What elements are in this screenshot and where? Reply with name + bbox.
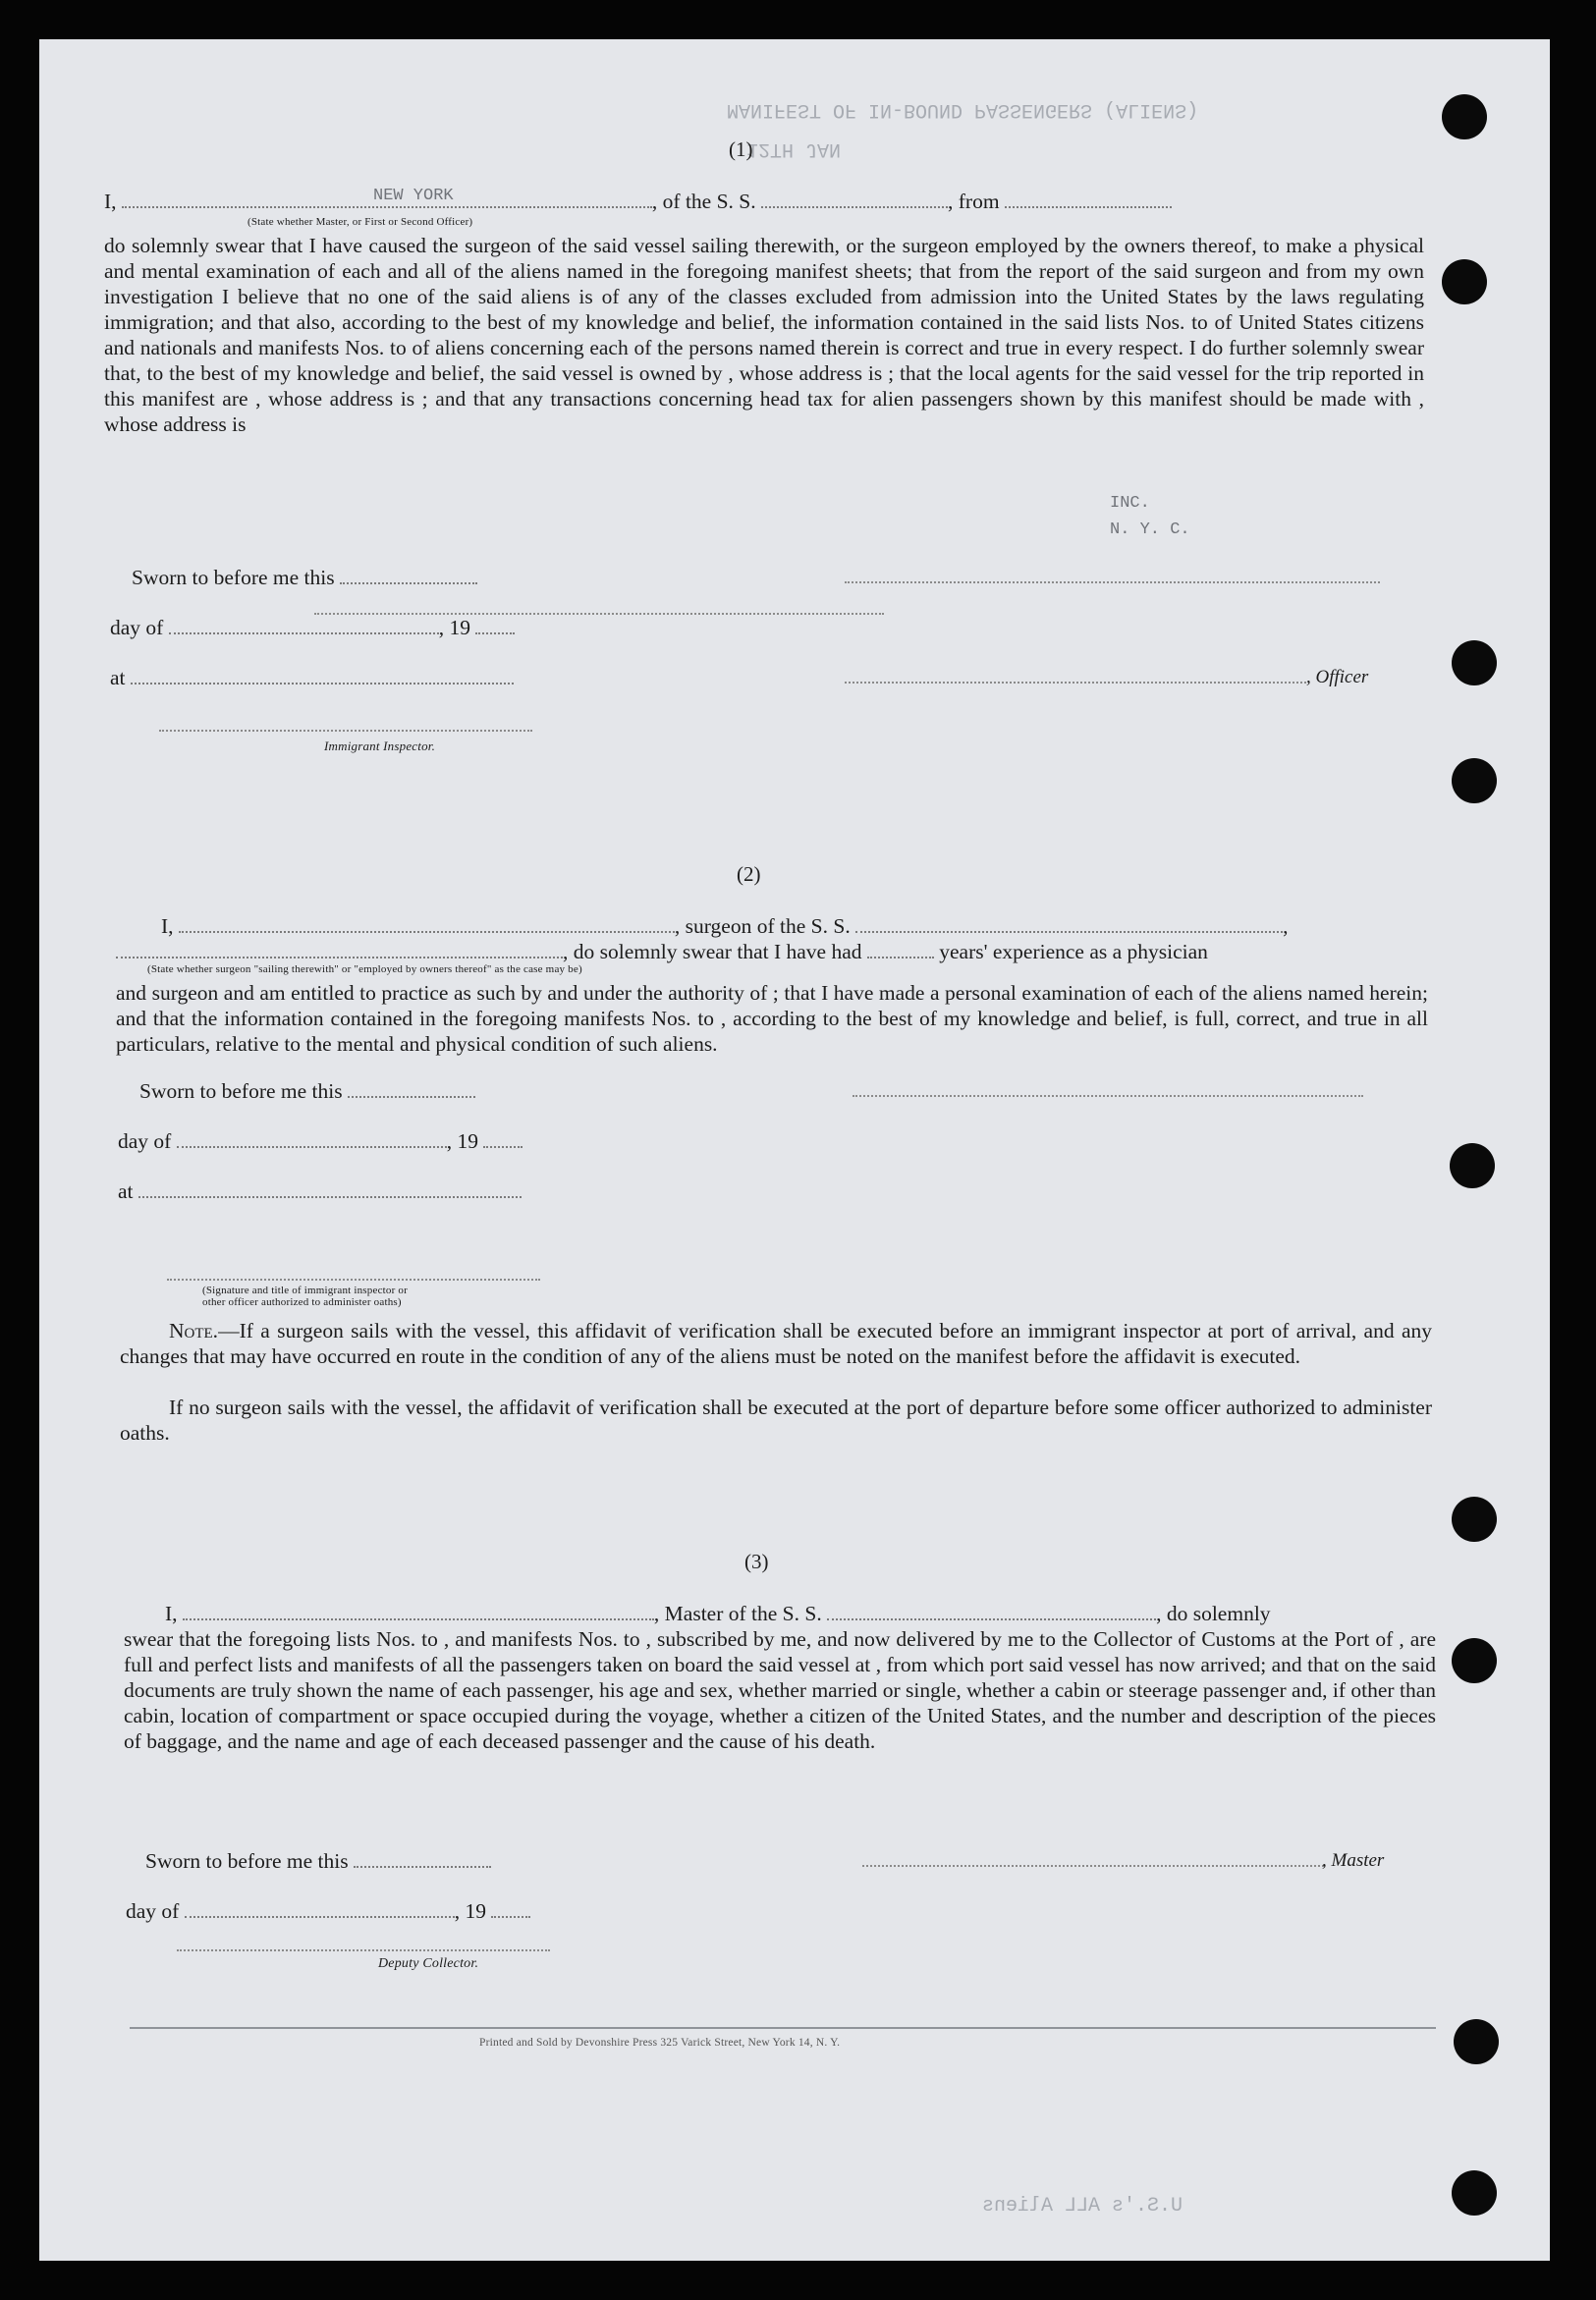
section-2-intro: I, , surgeon of the S. S. , xyxy=(161,914,1289,938)
section-3-year: , 19 xyxy=(454,1899,486,1923)
section-2-at-label: at xyxy=(118,1179,134,1203)
section-2-note-label: Note. xyxy=(169,1319,219,1342)
binder-hole xyxy=(1452,1497,1497,1542)
section-3-caption: Deputy Collector. xyxy=(378,1956,479,1971)
section-1-intro-i: I, xyxy=(104,190,117,213)
bleed-through-header: MANIFEST OF IN-BOUND PASSENGERS (ALIENS) xyxy=(727,98,1199,121)
footer-rule xyxy=(130,2027,1436,2029)
section-3-do-solemnly: , do solemnly xyxy=(1156,1602,1271,1625)
section-1-sworn xyxy=(132,565,477,590)
section-1-filled-agent: INC. xyxy=(1110,494,1150,513)
section-2-inspector-line xyxy=(167,1279,540,1281)
section-3-body: swear that the foregoing lists Nos. to , and manifests Nos. to , subscribed by me, and now delivered by me to the Collector of Customs at the Port of , are full and perfect lists and manifests of all the passengers taken on board the said vessel at , from which port said vessel has now arrived; and that on the said documents are truly shown the name of each passenger, his age and sex, whether married or single, whether a cabin or steerage passenger and, if other than cabin, location of compartment or space occupied during the voyage, whether a citizen of the United States, and the number and description of the pieces of baggage, and the name and age of each deceased passenger and the cause of his death. xyxy=(124,1627,1436,1753)
section-1-day-label: day of xyxy=(110,616,164,639)
binder-hole xyxy=(1452,758,1497,803)
section-1-officer: , Officer xyxy=(1306,667,1369,687)
section-1-at xyxy=(110,665,514,690)
binder-hole xyxy=(1452,2170,1497,2216)
section-2-intro-i: I, xyxy=(161,914,174,938)
binder-hole xyxy=(1452,640,1497,685)
manifest-affidavit-page xyxy=(39,39,1550,2261)
section-2-caption-2: other officer authorized to administer oaths) xyxy=(202,1296,402,1308)
section-2-state-note: (State whether surgeon "sailing therewith" or "employed by owners thereof" as the case may be) xyxy=(147,963,582,975)
section-2-note-2: If no surgeon sails with the vessel, the affidavit of verification shall be executed at the port of departure before some officer authorized to administer oaths. xyxy=(120,1396,1432,1445)
section-2-signature-line xyxy=(853,1095,1363,1097)
section-3-master-line xyxy=(862,1865,1324,1867)
section-3-sworn xyxy=(145,1848,491,1874)
section-2-years: years' experience as a physician xyxy=(939,940,1208,963)
section-1-year: , 19 xyxy=(438,616,470,639)
section-3-number: (3) xyxy=(744,1550,769,1573)
binder-hole xyxy=(1452,1638,1497,1683)
binder-hole xyxy=(1454,2019,1499,2064)
section-3-intro-i: I, xyxy=(165,1602,178,1625)
section-2-caption-1: (Signature and title of immigrant inspector or xyxy=(202,1285,408,1296)
section-2-body: and surgeon and am entitled to practice as such by and under the authority of ; that I have made a personal examination of each of the aliens named herein; and that the information contained in the foregoing manifests Nos. to , according to the best of my knowledge and belief, is full, correct, and true in all particulars, relative to the mental and physical condition of such aliens. xyxy=(116,981,1428,1056)
section-2-surgeon-of: , surgeon of the S. S. xyxy=(674,914,851,938)
section-2-sworn xyxy=(139,1078,475,1104)
section-1-state-note: (State whether Master, or First or Second Officer) xyxy=(248,216,473,228)
binder-hole xyxy=(1442,259,1487,304)
section-1-inspector-caption: Immigrant Inspector. xyxy=(324,739,436,753)
bleed-through-bottom: U.S.'s ALL Aliens xyxy=(982,2195,1183,2218)
section-3-day xyxy=(126,1898,530,1924)
binder-hole xyxy=(1442,94,1487,139)
section-1-filled-vessel: NEW YORK xyxy=(373,187,454,205)
section-1-from: , from xyxy=(948,190,1000,213)
section-1-officer-line xyxy=(845,682,1306,684)
section-3-day-label: day of xyxy=(126,1899,180,1923)
section-1-filled-town: N. Y. C. xyxy=(1110,520,1190,539)
section-3-master: , Master xyxy=(1322,1850,1385,1871)
section-1-of-the-ss: , of the S. S. xyxy=(651,190,756,213)
section-1-number: (1) xyxy=(729,137,753,161)
section-2-year: , 19 xyxy=(446,1129,478,1153)
section-2-note xyxy=(120,1318,1432,1369)
section-2-day-label: day of xyxy=(118,1129,172,1153)
section-1-at-label: at xyxy=(110,666,126,689)
section-3-collector-line xyxy=(177,1949,550,1951)
section-2-sworn-label: Sworn to before me this xyxy=(139,1079,343,1103)
section-2-note-text: —If a surgeon sails with the vessel, this affidavit of verification shall be executed before an immigrant inspector at port of arrival, and any changes that may have occurred en route in the condition of any of the aliens must be noted on the manifest before the affidavit is executed. xyxy=(120,1319,1432,1368)
bleed-through-date: 12TH JAN xyxy=(746,137,842,160)
section-1-inspector-line xyxy=(159,730,532,732)
section-1-intro xyxy=(104,189,1172,214)
section-3-master-of: , Master of the S. S. xyxy=(653,1602,822,1625)
section-2-line2 xyxy=(116,939,1208,964)
section-1-officer-signature-line xyxy=(845,581,1380,583)
section-3-sworn-label: Sworn to before me this xyxy=(145,1849,349,1873)
section-3-intro xyxy=(165,1601,1271,1626)
section-1-day xyxy=(110,615,515,640)
binder-hole xyxy=(1450,1143,1495,1188)
section-1-body: do solemnly swear that I have caused the surgeon of the said vessel sailing therewith, or the surgeon employed by the owners thereof, to make a physical and mental examination of each and all of the aliens named in the foregoing manifest sheets; that from the report of the said surgeon and from my own investigation I believe that no one of the said aliens is of any of the classes excluded from admission into the United States by the laws regulating immigration; and that also, according to the best of my knowledge and belief, the information contained in the said lists Nos. to of United States citizens and nationals and manifests Nos. to of aliens concerning each of the persons named therein is correct and true in every respect. I do further solemnly swear that, to the best of my knowledge and belief, the said vessel is owned by , whose address is ; that the local agents for the said vessel for the trip reported in this manifest are , whose address is ; and that any transactions concerning head tax for alien passengers shown by this manifest should be made with , whose address is xyxy=(104,234,1424,436)
section-2-solemnly: , do solemnly swear that I have had xyxy=(563,940,862,963)
section-2-day xyxy=(118,1128,523,1154)
section-1-sworn-label: Sworn to before me this xyxy=(132,566,335,589)
section-2-number: (2) xyxy=(737,862,761,886)
printer-credit: Printed and Sold by Devonshire Press 325 Varick Street, New York 14, N. Y. xyxy=(479,2037,841,2049)
section-2-at xyxy=(118,1178,522,1204)
